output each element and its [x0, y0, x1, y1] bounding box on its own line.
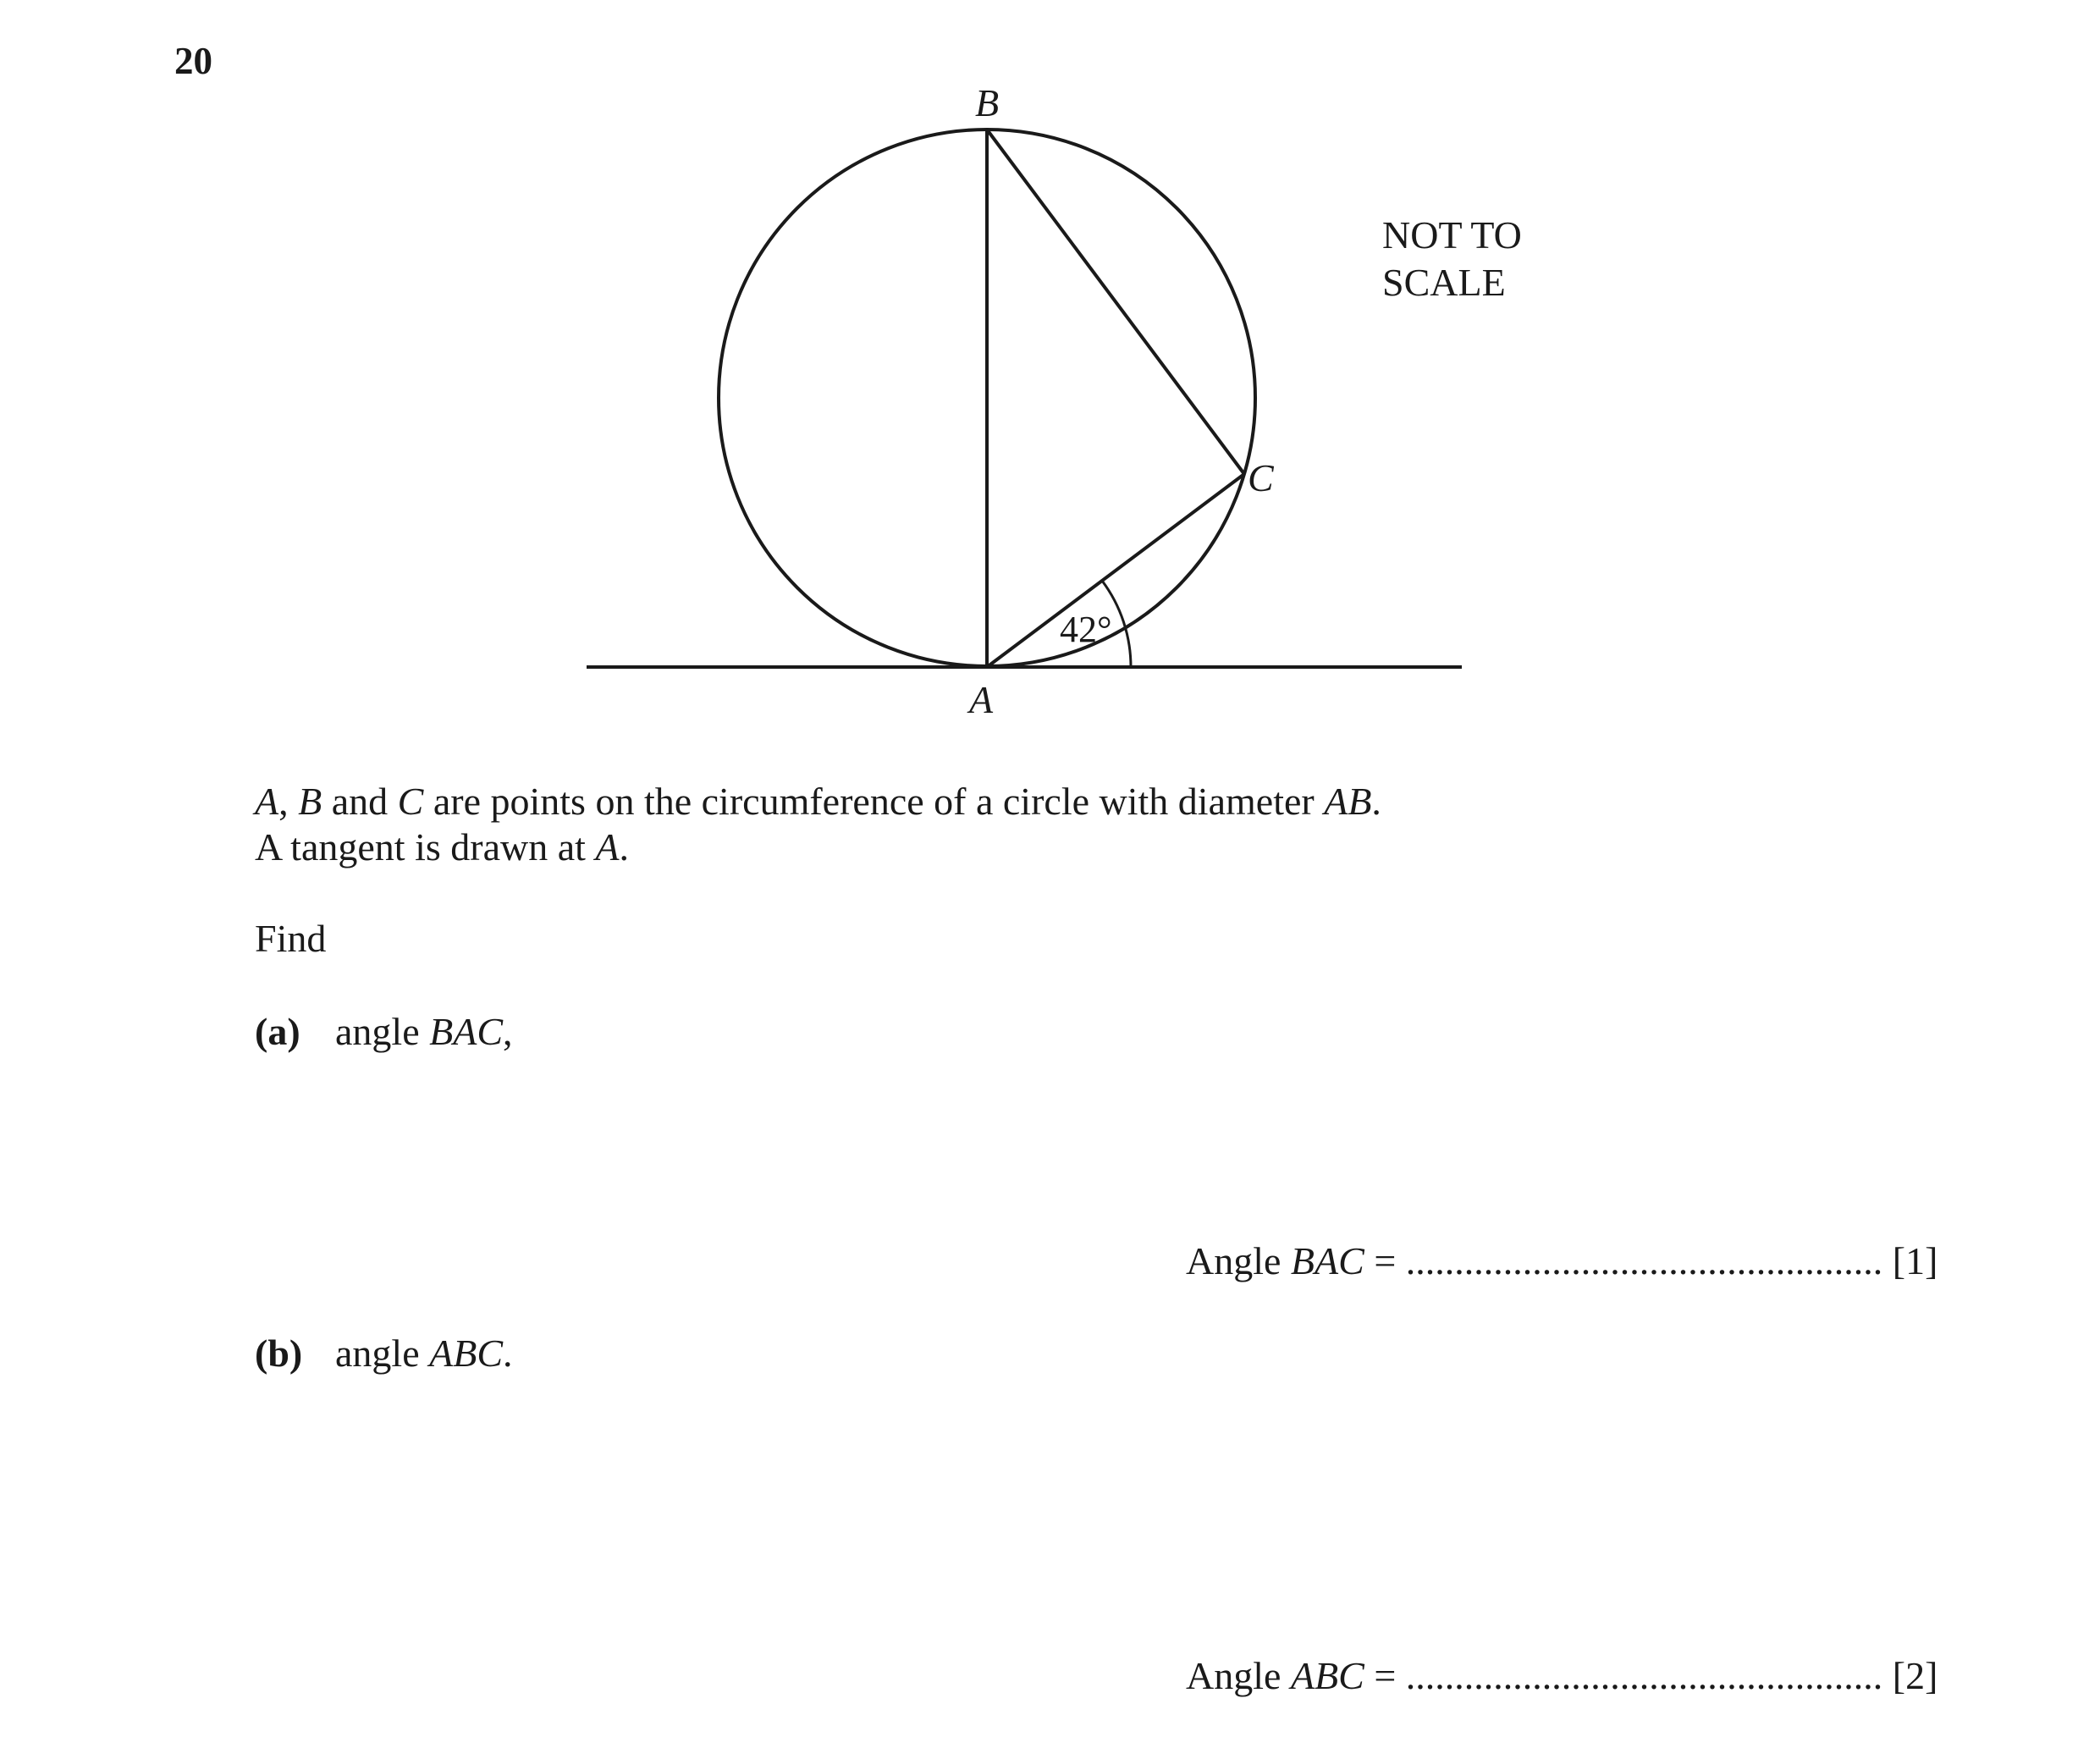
intro-text: and: [322, 780, 398, 823]
part-a-var: BAC: [429, 1010, 504, 1053]
note-line-1: NOT TO: [1382, 213, 1522, 256]
answer-b-prefix: Angle: [1186, 1654, 1291, 1697]
answer-a-marks: [1]: [1882, 1239, 1938, 1282]
answer-b-dots[interactable]: .................................................: [1405, 1654, 1883, 1697]
question-number: 20: [174, 40, 212, 82]
label-c: C: [1248, 456, 1274, 499]
intro-line-1: [255, 779, 1381, 824]
part-b-punct: .: [503, 1332, 513, 1375]
intro-text: ,: [278, 780, 299, 823]
find-label: Find: [255, 917, 327, 960]
label-a: A: [969, 678, 994, 721]
part-a-punct: ,: [503, 1010, 513, 1053]
part-b-var: ABC: [429, 1332, 504, 1375]
var-a: A: [595, 825, 620, 868]
answer-a-prefix: Angle: [1186, 1239, 1291, 1282]
answer-b-eq: =: [1364, 1654, 1406, 1697]
answer-a-var: BAC: [1290, 1239, 1364, 1282]
part-a-question: [255, 1009, 513, 1054]
part-b-text: angle: [335, 1332, 430, 1375]
part-a-text: angle: [335, 1010, 430, 1053]
var-ab: AB: [1324, 780, 1372, 823]
intro-text: .: [1371, 780, 1381, 823]
answer-b-marks: [2]: [1882, 1654, 1938, 1697]
intro-text: are points on the circumference of a circle with diameter: [423, 780, 1325, 823]
answer-a-eq: =: [1364, 1239, 1406, 1282]
chord-ac: [987, 474, 1244, 667]
var-b: B: [298, 780, 322, 823]
note-line-2: SCALE: [1382, 261, 1506, 304]
part-b-question: [255, 1331, 513, 1376]
part-b-label: (b): [255, 1332, 303, 1375]
answer-b-var: ABC: [1290, 1654, 1364, 1697]
answer-line-b[interactable]: [1186, 1653, 1937, 1698]
var-a: A: [255, 780, 279, 823]
angle-label: 42°: [1060, 609, 1112, 650]
part-a-label: (a): [255, 1010, 300, 1053]
label-b: B: [975, 81, 1000, 124]
intro-text: A tangent is drawn at: [255, 825, 596, 868]
var-c: C: [397, 780, 424, 823]
chord-bc: [987, 130, 1244, 474]
intro-line-2: [255, 824, 629, 869]
intro-text: .: [619, 825, 630, 868]
answer-a-dots[interactable]: .................................................: [1405, 1239, 1883, 1282]
not-to-scale-note: [1382, 212, 1522, 306]
answer-line-a[interactable]: [1186, 1238, 1937, 1283]
